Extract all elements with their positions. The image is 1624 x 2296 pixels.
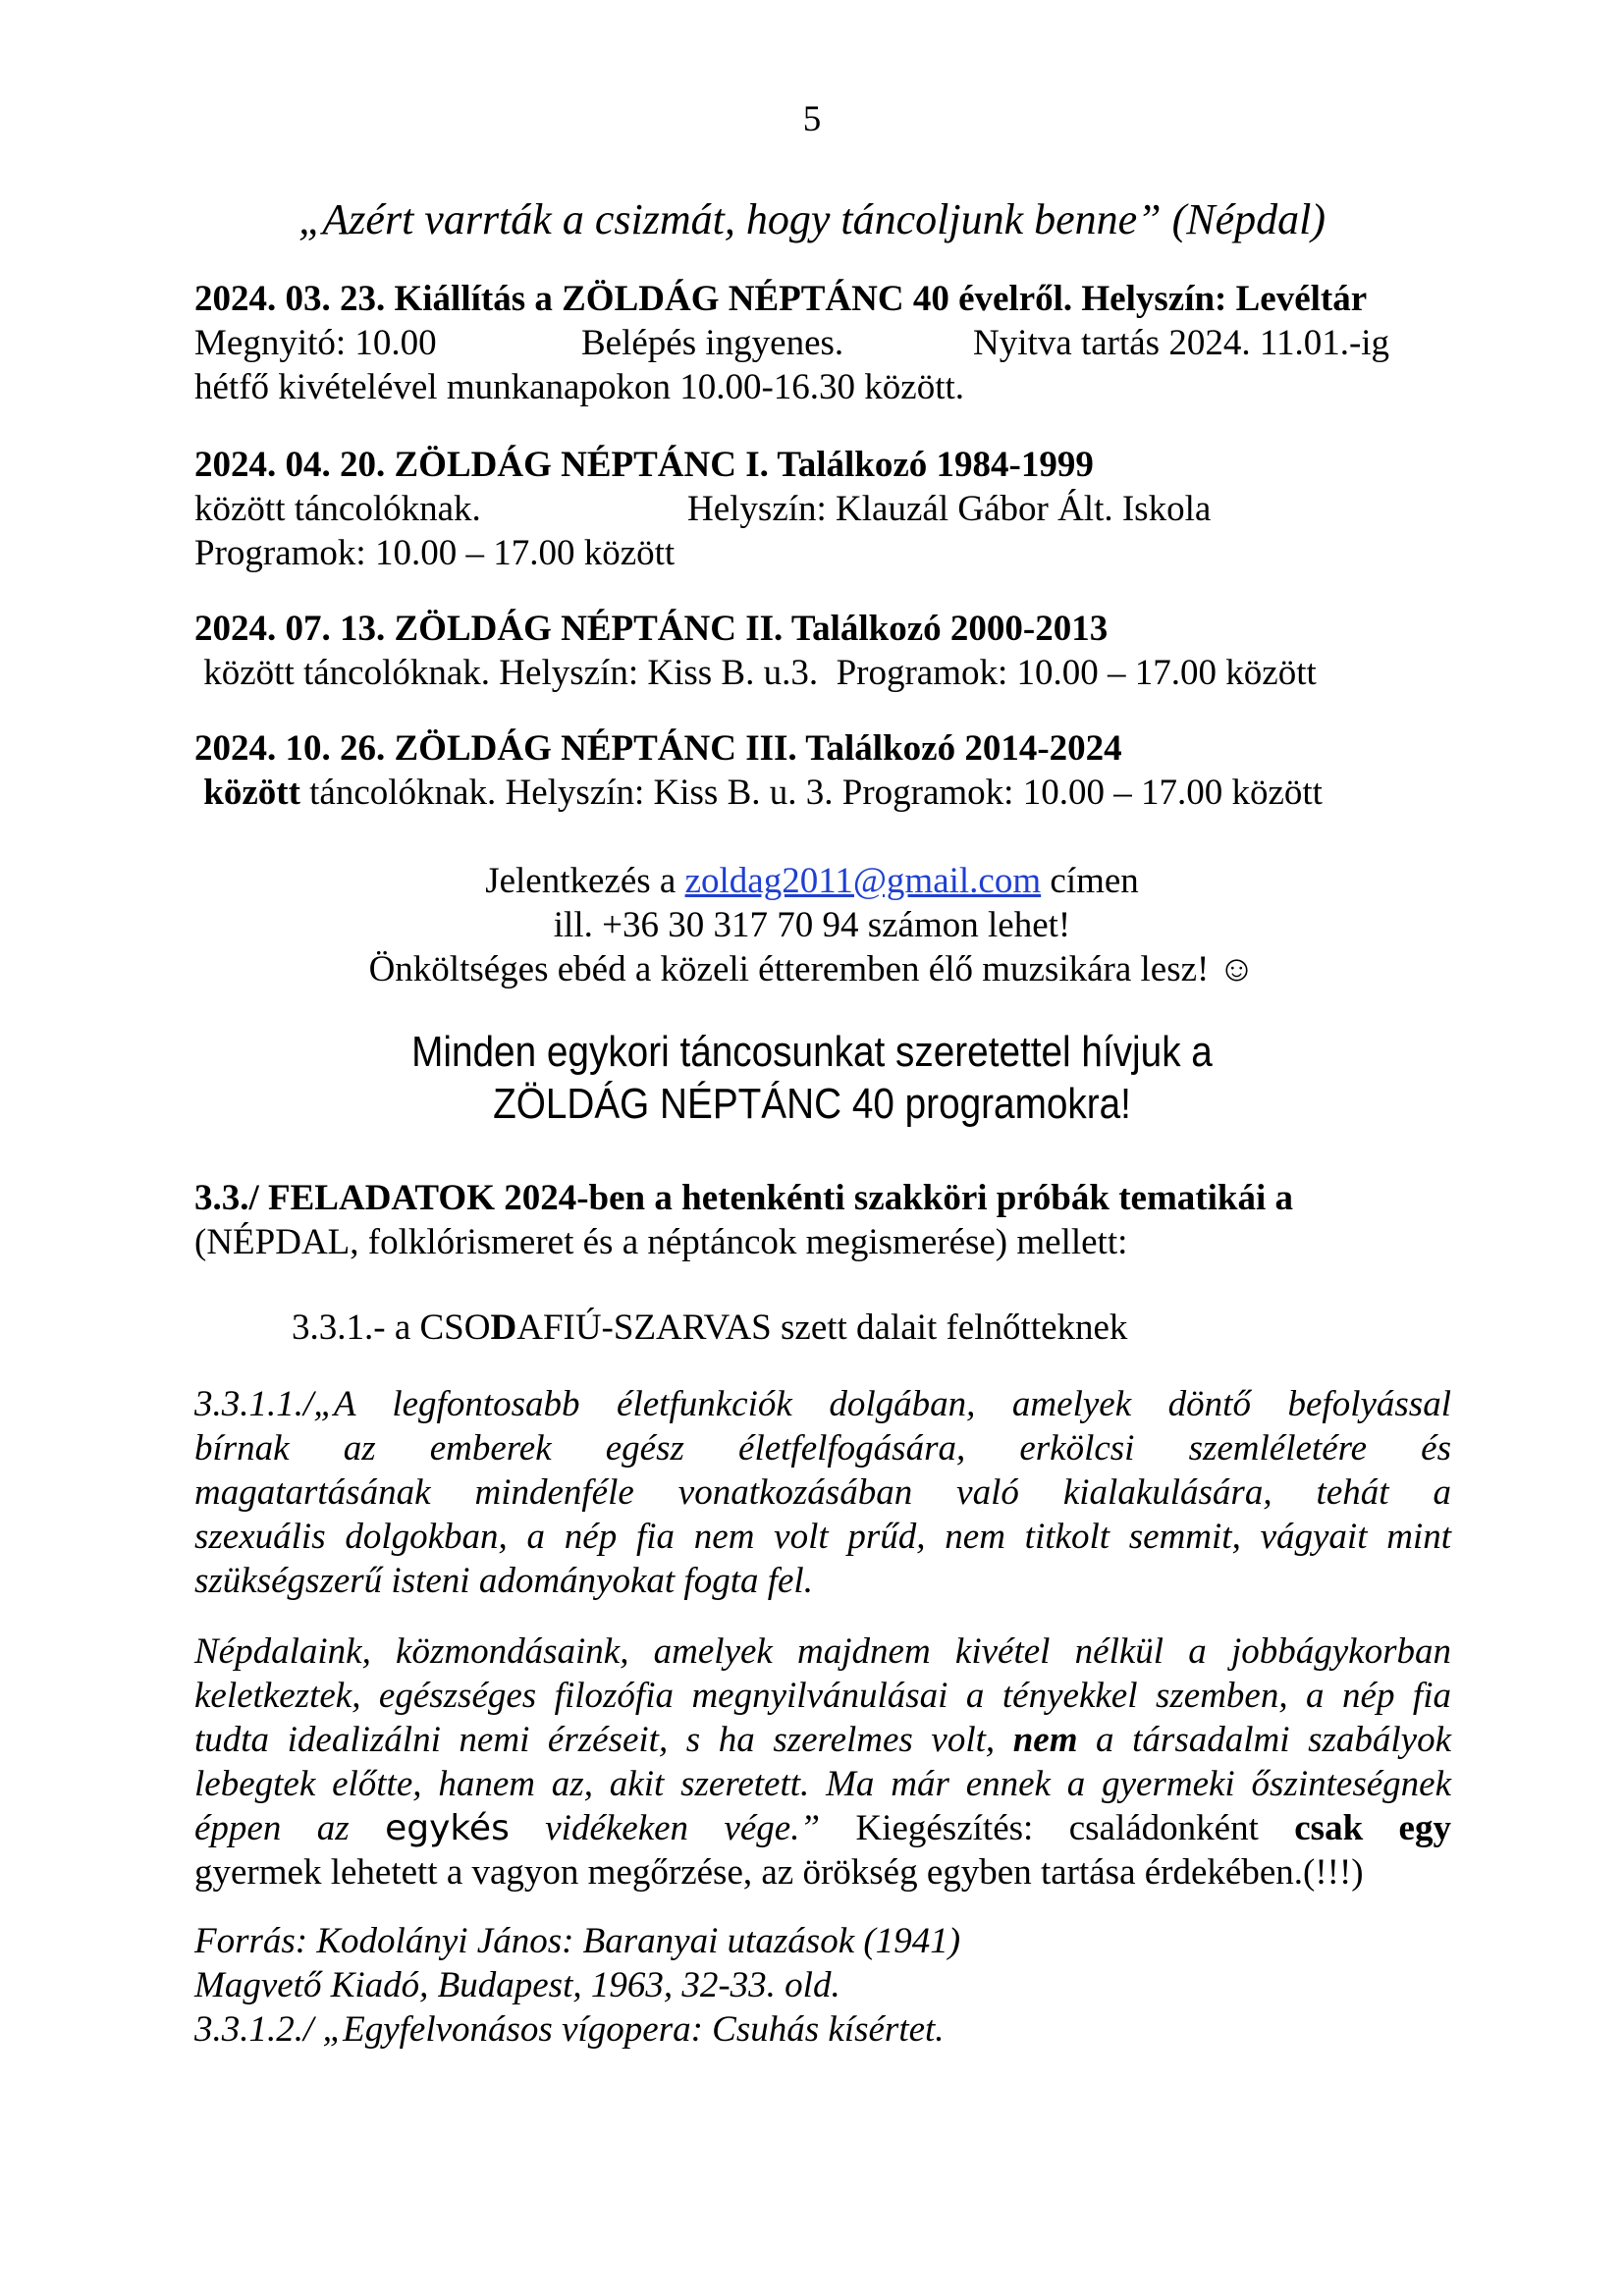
quote-2-emphasis-nem: nem xyxy=(1012,1720,1078,1760)
task-item-prefix: 3.3.1.- a CSO xyxy=(292,1308,491,1348)
quote-1 xyxy=(194,1382,1451,1603)
event-2-venue: Helyszín: Klauzál Gábor Ált. Iskola xyxy=(687,489,1212,529)
event-4-details xyxy=(194,771,1451,815)
quote-1-line: 3.3.1.1./„A legfontosabb életfunkciók dolgában, amelyek döntő befolyással xyxy=(194,1384,1451,1424)
event-2-details xyxy=(194,487,1451,531)
tasks-heading: 3.3./ FELADATOK 2024-ben a hetenkénti szakköri próbák tematikái a xyxy=(194,1178,1293,1218)
quote-2-text: éppen az xyxy=(194,1808,386,1848)
event-3-details: között táncolóknak. Helyszín: Kiss B. u.3. Programok: 10.00 – 17.00 között xyxy=(194,653,1317,693)
quote-1-line: bírnak az emberek egész életfelfogására, erkölcsi szemléletére és xyxy=(194,1428,1451,1468)
event-3 xyxy=(194,607,1451,695)
tasks-section xyxy=(194,1176,1451,1264)
event-3-heading: 2024. 07. 13. ZÖLDÁG NÉPTÁNC II. Találkozó 2000-2013 xyxy=(194,609,1109,649)
quote-2-emphasis-egykes: egykés xyxy=(385,1808,510,1848)
event-2-audience: között táncolóknak. xyxy=(194,489,481,529)
page-number: 5 xyxy=(802,99,822,139)
quote-1-line: magatartásának mindenféle vonatkozásában való kialakulására, tehát a xyxy=(194,1472,1451,1513)
event-1-entry: Belépés ingyenes. xyxy=(581,323,844,363)
quote-2-text: vidékeken vége.” xyxy=(509,1808,821,1848)
registration-lunch-line: Önköltséges ebéd a közeli étteremben élő muzsikára lesz! ☺ xyxy=(368,949,1256,989)
event-1-details xyxy=(194,321,1451,365)
registration-prefix: Jelentkezés a xyxy=(485,861,685,901)
event-4-heading: 2024. 10. 26. ZÖLDÁG NÉPTÁNC III. Találkozó 2014-2024 xyxy=(194,728,1122,769)
quote-2 xyxy=(194,1629,1451,1895)
event-1-opening: Megnyitó: 10.00 xyxy=(194,323,437,363)
event-1-hours: Nyitva tartás 2024. 11.01.-ig xyxy=(973,323,1390,363)
tasks-subheading: (NÉPDAL, folklórismeret és a néptáncok megismerése) mellett: xyxy=(194,1222,1128,1262)
event-1-schedule: hétfő kivételével munkanapokon 10.00-16.30 között. xyxy=(194,367,965,407)
task-item-suffix: AFIÚ-SZARVAS szett dalait felnőtteknek xyxy=(516,1308,1128,1348)
source-publisher: Magvető Kiadó, Budapest, 1963, 32-33. old. xyxy=(194,1965,840,2005)
registration-email-line xyxy=(0,859,1624,903)
next-item: 3.3.1.2./ „Egyfelvonásos vígopera: Csuhás kísértet. xyxy=(194,2009,945,2050)
task-item xyxy=(292,1306,1548,1350)
supplement-line: gyermek lehetett a vagyon megőrzése, az örökség egyben tartása érdekében.(!!!) xyxy=(194,1852,1364,1893)
event-4-between: között xyxy=(194,773,300,813)
email-link[interactable]: zoldag2011@gmail.com xyxy=(684,861,1042,901)
event-1-heading: 2024. 03. 23. Kiállítás a ZÖLDÁG NÉPTÁNC 40 évelről. Helyszín: Levéltár xyxy=(194,279,1368,319)
event-2 xyxy=(194,443,1451,575)
quote-2-text: a társadalmi szabályok xyxy=(1077,1720,1451,1760)
quote-1-line: szükségszerű isteni adományokat fogta fel. xyxy=(194,1561,813,1601)
source-block xyxy=(194,1919,1451,2052)
quote-2-line xyxy=(194,1718,1451,1762)
task-item-bold: D xyxy=(490,1308,517,1348)
event-2-programs: Programok: 10.00 – 17.00 között xyxy=(194,533,676,573)
invitation-line-2: ZÖLDÁG NÉPTÁNC 40 programokra! xyxy=(493,1080,1131,1128)
invitation-line-1: Minden egykori táncosunkat szeretettel hívjuk a xyxy=(411,1028,1213,1076)
registration-suffix: címen xyxy=(1041,861,1139,901)
quote-1-line: szexuális dolgokban, a nép fia nem volt prűd, nem titkolt semmit, vágyait mint xyxy=(194,1517,1451,1557)
registration-phone-line: ill. +36 30 317 70 94 számon lehet! xyxy=(553,905,1071,945)
source-author: Forrás: Kodolányi János: Baranyai utazások (1941) xyxy=(194,1921,961,1961)
registration-block xyxy=(0,859,1624,991)
invitation-block xyxy=(0,1026,1624,1130)
quote-2-text: tudta idealizálni nemi érzéseit, s ha szerelmes volt, xyxy=(194,1720,1013,1760)
supplement-emphasis: csak egy xyxy=(1294,1808,1451,1848)
quote-2-line: Népdalaink, közmondásaink, amelyek majdnem kivétel nélkül a jobbágykorban xyxy=(194,1631,1451,1672)
quote-2-line: keletkeztek, egészséges filozófia megnyilvánulásai a tényekkel szemben, a nép fia xyxy=(194,1676,1451,1716)
event-1 xyxy=(194,277,1451,409)
motto: „Azért varrták a csizmát, hogy táncoljunk benne” (Népdal) xyxy=(298,195,1326,243)
task-item-text xyxy=(292,1306,1548,1350)
quote-2-line: lebegtek előtte, hanem az, akit szeretett. Ma már ennek a gyermeki őszinteségnek xyxy=(194,1764,1451,1804)
event-4-rest: táncolóknak. Helyszín: Kiss B. u. 3. Programok: 10.00 – 17.00 között xyxy=(299,773,1323,813)
supplement-text: Kiegészítés: családonként xyxy=(820,1808,1295,1848)
event-4 xyxy=(194,726,1451,815)
event-2-heading: 2024. 04. 20. ZÖLDÁG NÉPTÁNC I. Találkozó 1984-1999 xyxy=(194,445,1094,485)
quote-2-line xyxy=(194,1806,1451,1850)
